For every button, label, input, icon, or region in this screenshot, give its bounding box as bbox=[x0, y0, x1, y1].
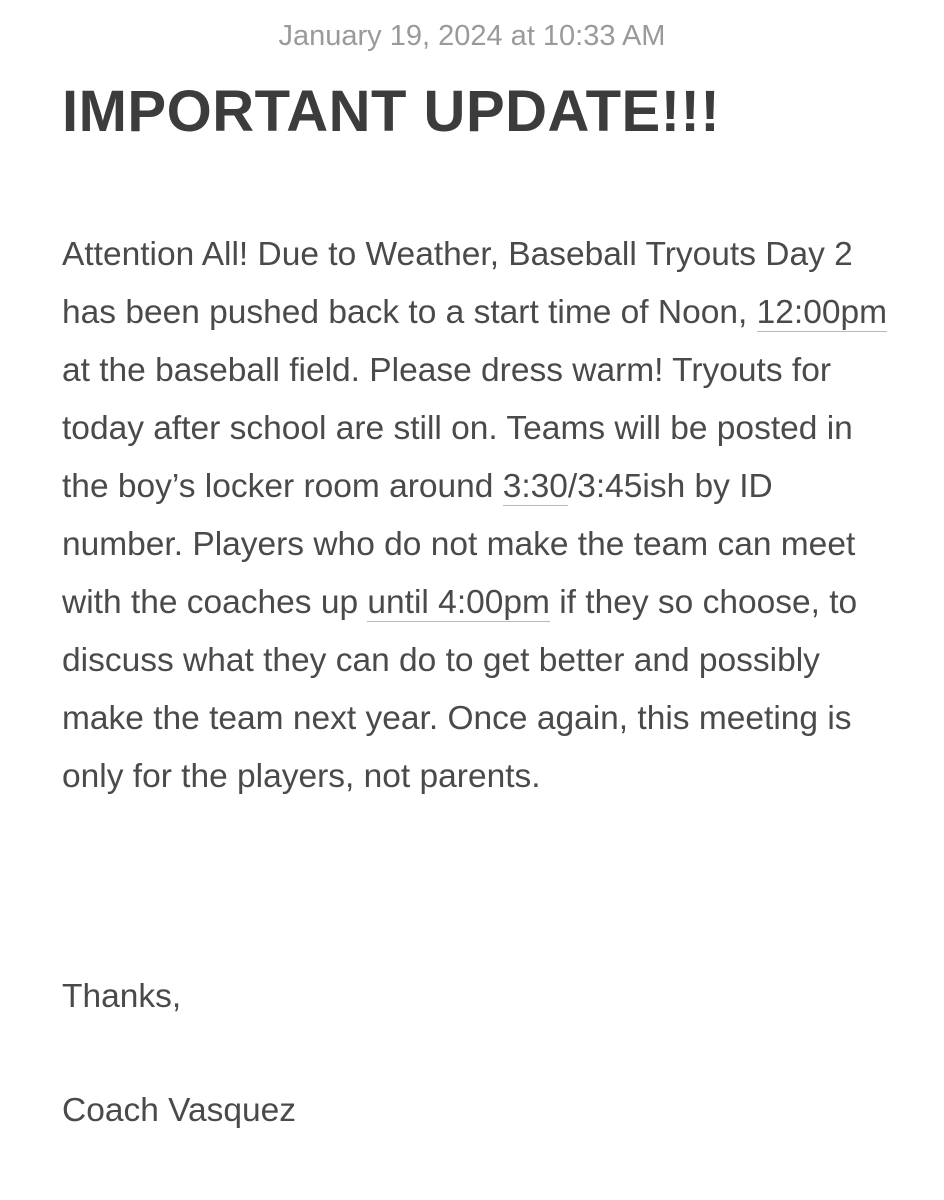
body-text-segment: Attention All! Due to Weather, Baseball Tryouts Day 2 has been pushed back to a start time of Noon, bbox=[62, 236, 853, 331]
signature-text: Coach Vasquez bbox=[62, 1092, 297, 1129]
body-text-segment: if they so choose, to discuss what they can do to get better and possibly make the team next year. Once again, this meeting is only for the players, not parents. bbox=[62, 584, 858, 795]
time-link-noon[interactable]: 12:00pm bbox=[756, 294, 887, 331]
note-timestamp: January 19, 2024 at 10:33 AM bbox=[278, 20, 666, 52]
note-title[interactable]: IMPORTANT UPDATE!!! bbox=[62, 79, 721, 144]
time-link-posting[interactable]: 3:30 bbox=[502, 468, 568, 505]
note-body[interactable] bbox=[62, 226, 892, 806]
closing-text: Thanks, bbox=[62, 978, 182, 1015]
body-text-segment: /3:45ish by ID number. Players who do not make the team can meet with the coaches up bbox=[62, 468, 856, 621]
body-text-segment: at the baseball field. Please dress warm! Tryouts for today after school are still on. Teams will be posted in the boy’s locker room around bbox=[62, 352, 853, 505]
time-link-meeting[interactable]: until 4:00pm bbox=[367, 584, 550, 621]
